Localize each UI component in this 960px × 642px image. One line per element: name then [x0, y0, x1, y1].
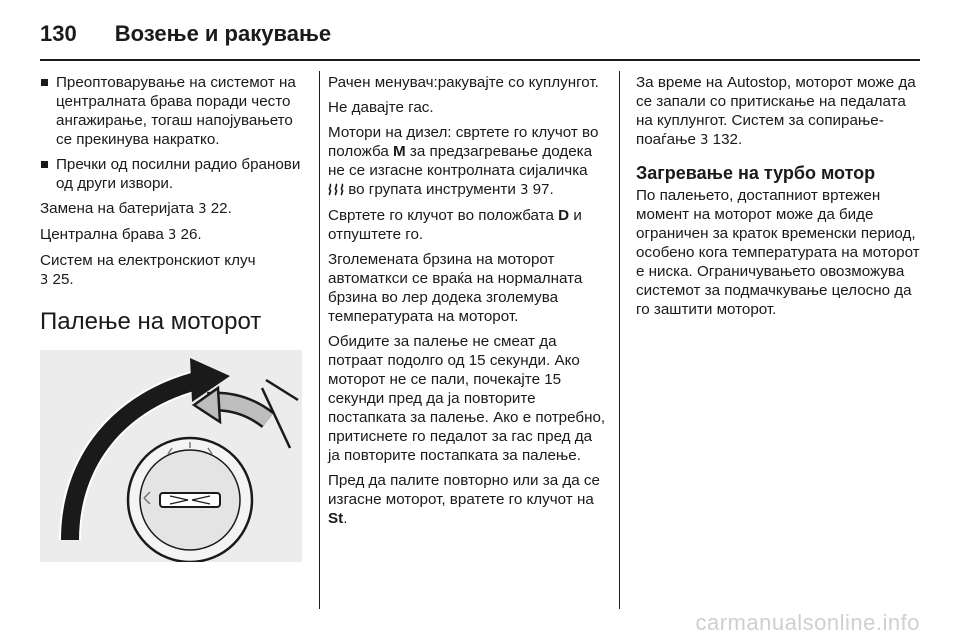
paragraph-text: и отпуштете го.: [328, 207, 582, 243]
section-title: Возење и ракување: [114, 21, 332, 46]
column-divider-2: [619, 71, 620, 609]
paragraph-text: .: [343, 510, 348, 527]
ignition-illustration: [40, 350, 302, 562]
bullet-item: [40, 73, 312, 149]
paragraph-text: Свртете го клучот во положбата: [328, 207, 554, 224]
paragraph-text: Пред да палите повторно или за да се изгасне моторот, вратете го клучот на: [328, 472, 600, 508]
paragraph-electronic-key: [40, 251, 312, 290]
paragraph-text: Централна брава: [40, 226, 164, 243]
paragraph-diesel: [328, 123, 606, 200]
glow-plug-icon: [328, 181, 348, 198]
page-ref-icon: 3: [520, 183, 529, 198]
page-ref-icon: 3: [198, 202, 207, 217]
page-ref-icon: 3: [168, 228, 177, 243]
paragraph-restart: [328, 471, 606, 528]
key-position-m: M: [393, 143, 406, 160]
column-2: [328, 73, 606, 534]
paragraph: Не давајте гас.: [328, 99, 434, 116]
paragraph-autostop: [636, 73, 926, 150]
bullet-square-icon: [41, 79, 48, 86]
page-ref-icon: 3: [700, 133, 709, 148]
watermark: carmanualsonline.info: [695, 610, 920, 635]
page-ref[interactable]: 25.: [52, 271, 74, 288]
key-position-d: D: [558, 207, 570, 224]
header-rule: [40, 59, 920, 61]
page-ref[interactable]: 132.: [712, 131, 743, 148]
column-3: [636, 73, 926, 325]
key-position-st: St: [328, 510, 344, 527]
page-number: 130: [40, 21, 77, 46]
paragraph: Рачен менувач:ракувајте со куплунгот.: [328, 74, 599, 91]
paragraph-text: Систем на електронскиот клуч: [40, 252, 256, 269]
column-divider-1: [319, 71, 320, 609]
column-1: [40, 73, 312, 562]
subsection-heading: Загревање на турбо мотор: [636, 163, 876, 183]
page-ref[interactable]: 97.: [532, 181, 554, 198]
page-ref-icon: 3: [40, 273, 49, 288]
paragraph-text: за предзагревање додека не се изгасне контролната сијаличка: [328, 143, 593, 179]
paragraph-central-lock: [40, 225, 312, 245]
paragraph-text: Мотори на дизел: свртете го клучот во положба: [328, 124, 599, 160]
page-ref[interactable]: 22.: [210, 200, 232, 217]
bullet-item: [40, 155, 312, 193]
paragraph-text: во групата инструменти: [348, 181, 516, 198]
paragraph-battery: [40, 199, 312, 219]
paragraph: По палењето, достапниот вртежен момент на моторот може да биде ограничен за краток временски период, особено кога температурата на моторот е ниска. Ограничувањето овозможува системот за подмачкување целосно да го заштити моторот.: [636, 187, 920, 318]
page-ref[interactable]: 26.: [180, 226, 202, 243]
paragraph: Обидите за палење не смеат да потраат подолго од 15 секунди. Ако моторот не се пали, почекајте 15 секунди пред да ја повторите постапката за палење. Ако е потребно, притиснете го педалот за гас пред да ја повторите постапката за палење.: [328, 333, 606, 464]
paragraph-text: Замена на батеријата: [40, 200, 194, 217]
paragraph-text: За време на Autostop, моторот може да се запали со притискање на педалата на куплунгот. Систем за сопирање-поаѓање: [636, 74, 916, 148]
bullet-text: Преоптоварување на системот на централната брава поради често ангажирање, тогаш напојувањето се прекинува накратко.: [56, 74, 296, 148]
bullet-text: Пречки од посилни радио бранови од други извори.: [56, 156, 301, 192]
bullet-square-icon: [41, 161, 48, 168]
paragraph-position-d: [328, 206, 606, 244]
page-header: [40, 14, 331, 54]
paragraph: Зголемената брзина на моторот автоматкси се враќа на нормалната брзина во лер додека зголемува температурата на моторот.: [328, 251, 583, 325]
section-heading: Палење на моторот: [40, 308, 262, 335]
